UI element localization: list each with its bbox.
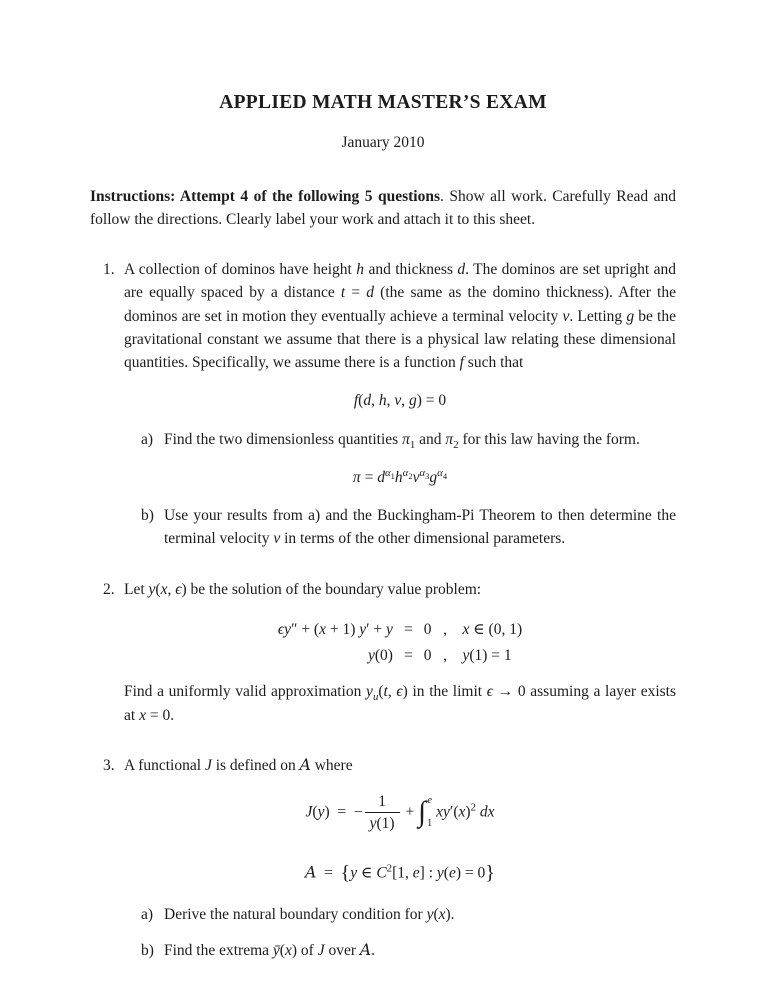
equation-set-A: A = {y ∈ $C^2[1$, e] : y(e) = 0}	[305, 861, 495, 884]
question-2-body	[124, 578, 676, 727]
question-3-text: A functional J is defined on A where	[124, 755, 353, 774]
question-3	[90, 754, 676, 963]
equation-lhs: ϵy″ + (x + 1) y′ + y	[277, 620, 393, 638]
part-text: Find the two dimensionless quantities $\pi_1$ and $\pi_2$ for this law having the form.	[164, 430, 640, 451]
part-text: Use your results from a) and the Buckingham-Pi Theorem to then determine the terminal velocity v in terms of the other dimensional parameters.	[164, 507, 676, 548]
equation-f: f(d, h, v, g) = 0	[353, 392, 447, 410]
question-3b	[141, 939, 676, 962]
question-1-text: A collection of dominos have height h and thickness d. The dominos are set upright and are equally spaced by a distance t = d (the same as the domino thickness). After the dominos are set in motion they eventually achieve a terminal velocity v. Letting g be the gravitational constant we assume that there is a physical law relating these dimensional quantities. Specifically, we assume there is a function f such that	[124, 261, 676, 371]
equation-functional-J: J(y) = − $\frac{1}{y(1)}$ + ∫ e 1 $xy'(x)^2$ dx	[305, 793, 495, 833]
part-label: a)	[141, 905, 154, 923]
question-1-number: 1.	[103, 261, 115, 278]
exam-date: January 2010	[341, 134, 425, 152]
equation-pi: $\pi = d^{\alpha_1}h^{\alpha_2}v^{\alpha_3}g^{\alpha_4}$	[352, 466, 448, 486]
question-2-number: 2.	[103, 580, 115, 598]
question-3-body	[124, 754, 676, 963]
bvp-equations	[278, 615, 522, 668]
part-label: b)	[141, 942, 154, 960]
question-1	[90, 258, 676, 551]
question-1b	[141, 504, 676, 551]
equation-lhs: y(0)	[367, 647, 393, 664]
part-label: b)	[141, 507, 154, 524]
question-3a	[141, 903, 676, 926]
question-2-tail: Find a uniformly valid approximation $y_u(t$, ϵ) in the limit ϵ → 0 assuming a layer exists at x = 0.	[124, 683, 676, 724]
page-title: APPLIED MATH MASTER’S EXAM	[219, 92, 547, 113]
instructions-paragraph: Instructions: Attempt 4 of the following 5 questions. Show all work. Carefully Read and follow the directions. Clearly label your work and attach it to this sheet.	[90, 187, 676, 228]
equals-sign: =	[403, 620, 413, 638]
question-1-body	[124, 258, 676, 551]
bvp-equation-row	[278, 641, 522, 667]
part-text: Derive the natural boundary condition for y(x).	[164, 905, 455, 923]
question-2	[90, 578, 676, 727]
part-text: Find the extrema ȳ(x) of J over A.	[164, 941, 375, 960]
question-2-text: Let y(x, ϵ) be the solution of the boundary value problem:	[124, 580, 482, 598]
equals-sign: =	[403, 647, 413, 664]
part-label: a)	[141, 430, 154, 448]
equation-rhs: 0 , y(1) = 1	[423, 647, 512, 664]
bvp-equation-row	[278, 615, 522, 641]
question-3-number: 3.	[103, 756, 115, 774]
question-1a	[141, 428, 676, 451]
equation-rhs: 0 , x ∈ (0, 1)	[423, 620, 523, 638]
